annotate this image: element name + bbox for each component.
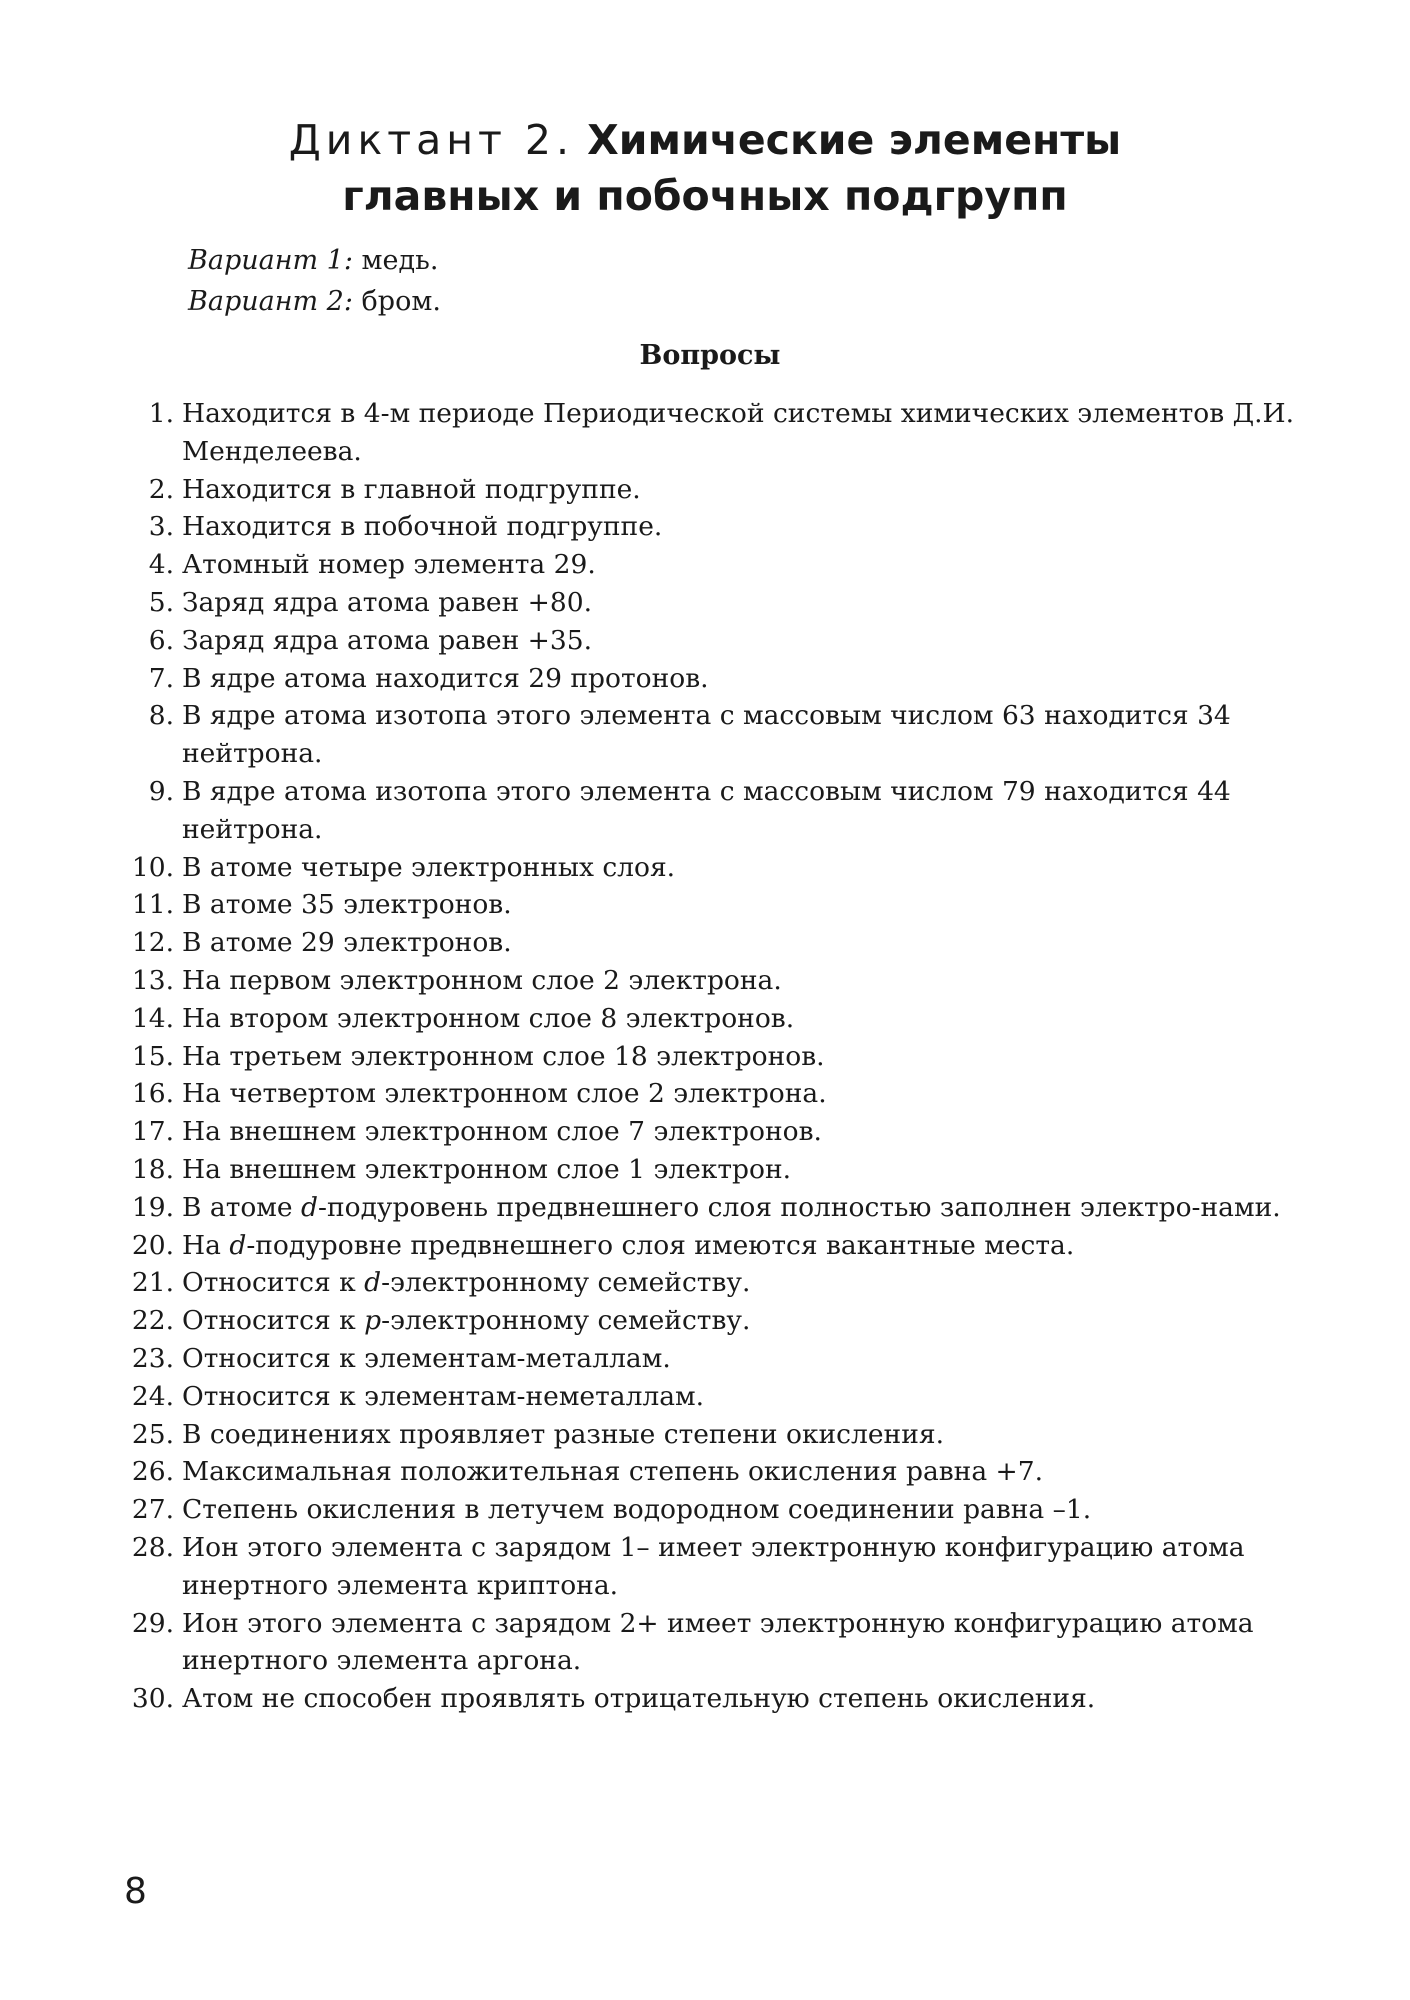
question-item	[120, 1491, 1300, 1529]
variant-2	[188, 281, 441, 322]
question-text: В атоме 29 электронов.	[182, 927, 512, 959]
question-item	[120, 660, 1300, 698]
question-number: 3.	[148, 511, 174, 543]
questions-list	[120, 395, 1300, 1718]
question-text-italic: d	[301, 1191, 318, 1223]
question-number: 22.	[131, 1305, 174, 1337]
question-item	[120, 1378, 1300, 1416]
question-text: Заряд ядра атома равен +35.	[182, 624, 592, 656]
variants-block	[188, 240, 441, 322]
question-text: -подуровень предвнешнего слоя полностью заполнен электро-нами.	[318, 1191, 1281, 1223]
question-text: На третьем электронном слое 18 электронов.	[182, 1040, 825, 1072]
question-item	[120, 1453, 1300, 1491]
question-item	[120, 1038, 1300, 1076]
question-text: Относится к элементам-металлам.	[182, 1342, 671, 1374]
question-number: 2.	[148, 473, 174, 505]
question-text: На внешнем электронном слое 1 электрон.	[182, 1153, 792, 1185]
question-number: 28.	[131, 1531, 174, 1563]
question-number: 20.	[131, 1229, 174, 1261]
question-number: 21.	[131, 1267, 174, 1299]
question-number: 11.	[131, 889, 174, 921]
question-text: На внешнем электронном слое 7 электронов.	[182, 1116, 822, 1148]
question-text: Относится к элементам-неметаллам.	[182, 1380, 705, 1412]
question-text: -электронному семейству.	[381, 1305, 751, 1337]
question-number: 18.	[131, 1153, 174, 1185]
question-item	[120, 622, 1300, 660]
question-text: На четвертом электронном слое 2 электрона.	[182, 1078, 827, 1110]
question-item	[120, 471, 1300, 509]
question-number: 4.	[148, 549, 174, 581]
questions-heading: Вопросы	[639, 340, 781, 371]
variant-label: Вариант 2:	[188, 286, 353, 317]
question-number: 8.	[148, 700, 174, 732]
question-number: 16.	[131, 1078, 174, 1110]
question-text: В ядре атома находится 29 протонов.	[182, 662, 709, 694]
question-item	[120, 1151, 1300, 1189]
question-text: В ядре атома изотопа этого элемента с массовым числом 63 находится 34 нейтрона.	[182, 700, 1231, 770]
question-item	[120, 849, 1300, 887]
question-item	[120, 1416, 1300, 1454]
question-number: 13.	[131, 964, 174, 996]
question-text-italic: d	[229, 1229, 247, 1261]
question-text: Ион этого элемента с зарядом 2+ имеет электронную конфигурацию атома инертного элемента аргона.	[182, 1607, 1254, 1677]
question-text: Степень окисления в летучем водородном соединении равна –1.	[182, 1494, 1092, 1526]
question-item	[120, 1605, 1300, 1681]
question-number: 27.	[131, 1494, 174, 1526]
question-text: Находится в побочной подгруппе.	[182, 511, 663, 543]
page-title	[0, 112, 1410, 224]
question-text: Атомный номер элемента 29.	[182, 549, 596, 581]
question-number: 15.	[131, 1040, 174, 1072]
question-item	[120, 584, 1300, 622]
question-text-pre: Относится к	[182, 1305, 365, 1337]
question-text: Находится в 4-м периоде Периодической системы химических элементов Д.И. Менделеева.	[182, 398, 1295, 467]
question-text-italic: p	[364, 1305, 382, 1337]
question-number: 9.	[148, 775, 174, 807]
question-number: 30.	[131, 1683, 174, 1715]
question-item	[120, 886, 1300, 924]
question-item	[120, 395, 1300, 471]
question-item	[120, 1113, 1300, 1151]
question-text: В соединениях проявляет разные степени окисления.	[182, 1418, 945, 1450]
page-number: 8	[124, 1871, 147, 1912]
question-item	[120, 1680, 1300, 1718]
question-text-pre: На	[182, 1229, 230, 1261]
question-item	[120, 1075, 1300, 1113]
question-number: 23.	[131, 1342, 174, 1374]
question-text-pre: В атоме	[182, 1191, 302, 1223]
question-item	[120, 773, 1300, 849]
question-item	[120, 1227, 1300, 1265]
question-item	[120, 924, 1300, 962]
question-item	[120, 1529, 1300, 1605]
question-number: 6.	[148, 624, 174, 656]
question-number: 24.	[131, 1380, 174, 1412]
question-item	[120, 1189, 1300, 1227]
question-text: В атоме четыре электронных слоя.	[182, 851, 676, 883]
question-item	[120, 1000, 1300, 1038]
question-item	[120, 962, 1300, 1000]
title-line2: главных и побочных подгрупп	[342, 172, 1068, 220]
question-text: В атоме 35 электронов.	[182, 889, 512, 921]
question-number: 19.	[131, 1191, 174, 1223]
question-text: Атом не способен проявлять отрицательную степень окисления.	[182, 1683, 1096, 1715]
question-item	[120, 546, 1300, 584]
question-number: 25.	[131, 1418, 174, 1450]
question-number: 17.	[131, 1116, 174, 1148]
question-text: На втором электронном слое 8 электронов.	[182, 1002, 795, 1034]
variant-value: медь.	[361, 245, 439, 276]
question-text: Заряд ядра атома равен +80.	[182, 586, 592, 618]
question-item	[120, 1264, 1300, 1302]
variant-label: Вариант 1:	[188, 245, 353, 276]
question-number: 7.	[148, 662, 174, 694]
question-number: 10.	[131, 851, 174, 883]
variant-1	[188, 240, 441, 281]
question-number: 1.	[148, 398, 174, 429]
question-text: Находится в главной подгруппе.	[182, 473, 641, 505]
question-number: 12.	[131, 927, 174, 959]
question-text: -электронному семейству.	[381, 1267, 751, 1299]
variant-value: бром.	[361, 286, 441, 317]
question-item	[120, 508, 1300, 546]
question-text: Максимальная положительная степень окисления равна +7.	[182, 1456, 1044, 1488]
question-number: 14.	[131, 1002, 174, 1034]
question-number: 26.	[131, 1456, 174, 1488]
question-item	[120, 1302, 1300, 1340]
question-text-italic: d	[364, 1267, 382, 1299]
question-item	[120, 697, 1300, 773]
question-number: 29.	[131, 1607, 174, 1639]
question-text: -подуровне предвнешнего слоя имеются вакантные места.	[246, 1229, 1075, 1261]
question-text-pre: Относится к	[182, 1267, 365, 1299]
title-line1: Химические элементы	[587, 116, 1122, 164]
question-text: В ядре атома изотопа этого элемента с массовым числом 79 находится 44 нейтрона.	[182, 775, 1231, 845]
question-text: Ион этого элемента с зарядом 1– имеет электронную конфигурацию атома инертного элемента криптона.	[182, 1531, 1245, 1601]
title-prefix: Диктант 2.	[288, 116, 575, 164]
question-text: На первом электронном слое 2 электрона.	[182, 964, 782, 996]
question-number: 5.	[148, 586, 174, 618]
question-item	[120, 1340, 1300, 1378]
